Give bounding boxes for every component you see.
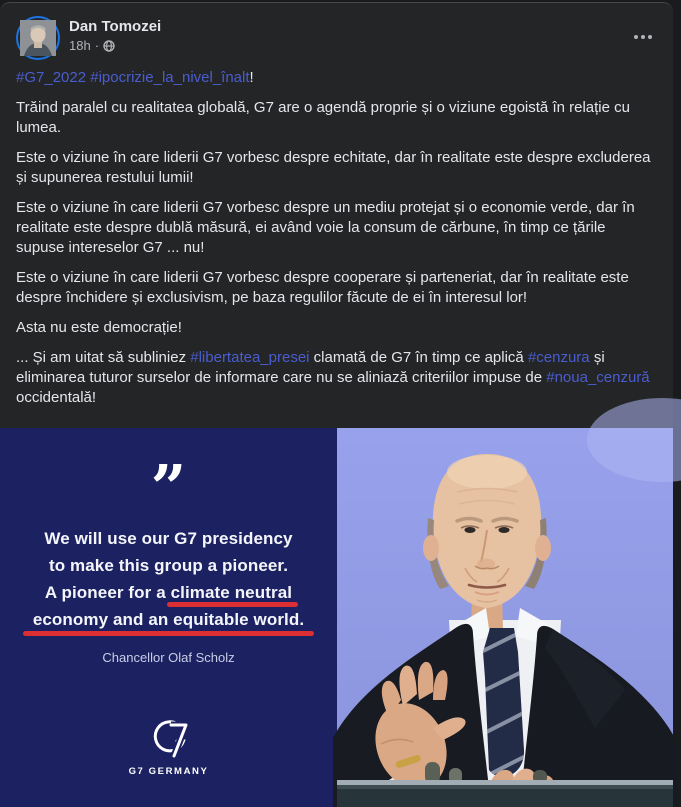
paragraph-6-text: ... Și am uitat să subliniez — [16, 349, 191, 366]
quote-line-2: to make this group a pioneer. — [48, 556, 289, 575]
scholz-photo-illustration — [337, 428, 673, 807]
g7-logo — [129, 718, 209, 807]
meta-separator: · — [94, 38, 100, 53]
hashline-bang: ! — [249, 69, 254, 86]
paragraph-6 — [16, 348, 657, 408]
author-name[interactable]: Dan Tomozei — [69, 18, 162, 35]
paragraph-6-text: și eliminarea tuturor surselor de informare care nu se aliniază criteriilor impuse de — [16, 349, 605, 386]
globe-icon — [103, 40, 115, 52]
quote-attribution: Chancellor Olaf Scholz — [102, 650, 235, 665]
avatar[interactable] — [16, 16, 60, 60]
paragraph-6-text: occidentală! — [16, 389, 97, 406]
quote-line-3-underlined: climate neutral — [170, 583, 293, 602]
paragraph-3: Este o viziune în care liderii G7 vorbesc despre un mediu protejat și o economie verde, dar în realitate este despre dublă măsură, ei având voie la consum de cărbune, în timp ce țările supuse intereselor G7 ... nu! — [16, 199, 635, 256]
post-meta — [69, 38, 161, 53]
avatar-image — [20, 20, 56, 56]
post-header — [0, 3, 673, 66]
paragraph-2: Este o viziune în care liderii G7 vorbesc despre echitate, dar în realitate este despre excluderea și supunerea restului lumii! — [16, 149, 651, 186]
quote-mark-icon: ” — [150, 451, 187, 524]
paragraph-1: Trăind paralel cu realitatea globală, G7 are o agendă proprie și o viziune egoistă în relație cu lumea. — [16, 99, 630, 136]
paragraph-4: Este o viziune în care liderii G7 vorbesc despre cooperare și parteneriat, dar în realitate este despre închidere și exclusivism, pe baza regulilor făcute de ei în interesul lor! — [16, 269, 629, 306]
scholz-photo — [337, 428, 673, 807]
hashtag[interactable]: #cenzura — [527, 349, 590, 366]
paragraph-5: Asta nu este democrație! — [16, 319, 182, 336]
timestamp[interactable]: 18h — [69, 38, 91, 53]
quote-line-3-prefix: A pioneer for a — [44, 583, 171, 602]
post-text — [0, 66, 673, 426]
hashtag-line — [16, 68, 657, 88]
hashtag[interactable]: #noua_cenzură — [546, 369, 650, 386]
post-image[interactable] — [0, 428, 673, 807]
hashtag[interactable]: #libertatea_presei — [190, 349, 310, 366]
hashtag[interactable]: #ipocrizie_la_nivel_înalt — [90, 69, 250, 86]
quote-panel — [0, 428, 337, 807]
header-info — [69, 16, 161, 53]
quote-line-1: We will use our G7 presidency — [44, 529, 293, 548]
quote-line-4-underlined: economy and an equitable world. — [32, 610, 305, 629]
post-card — [0, 2, 673, 777]
ellipsis-icon — [633, 34, 653, 40]
quote-text — [33, 525, 304, 633]
g7-logo-text: G7 GERMANY — [128, 766, 209, 777]
paragraph-6-text: clamată de G7 în timp ce aplică — [309, 349, 528, 366]
post-menu-button[interactable] — [627, 25, 659, 49]
quote-line-3 — [33, 579, 304, 606]
quote-line-4 — [33, 606, 304, 633]
hashtag[interactable]: #G7_2022 — [16, 69, 87, 86]
g7-logo-mark-icon — [147, 718, 191, 760]
